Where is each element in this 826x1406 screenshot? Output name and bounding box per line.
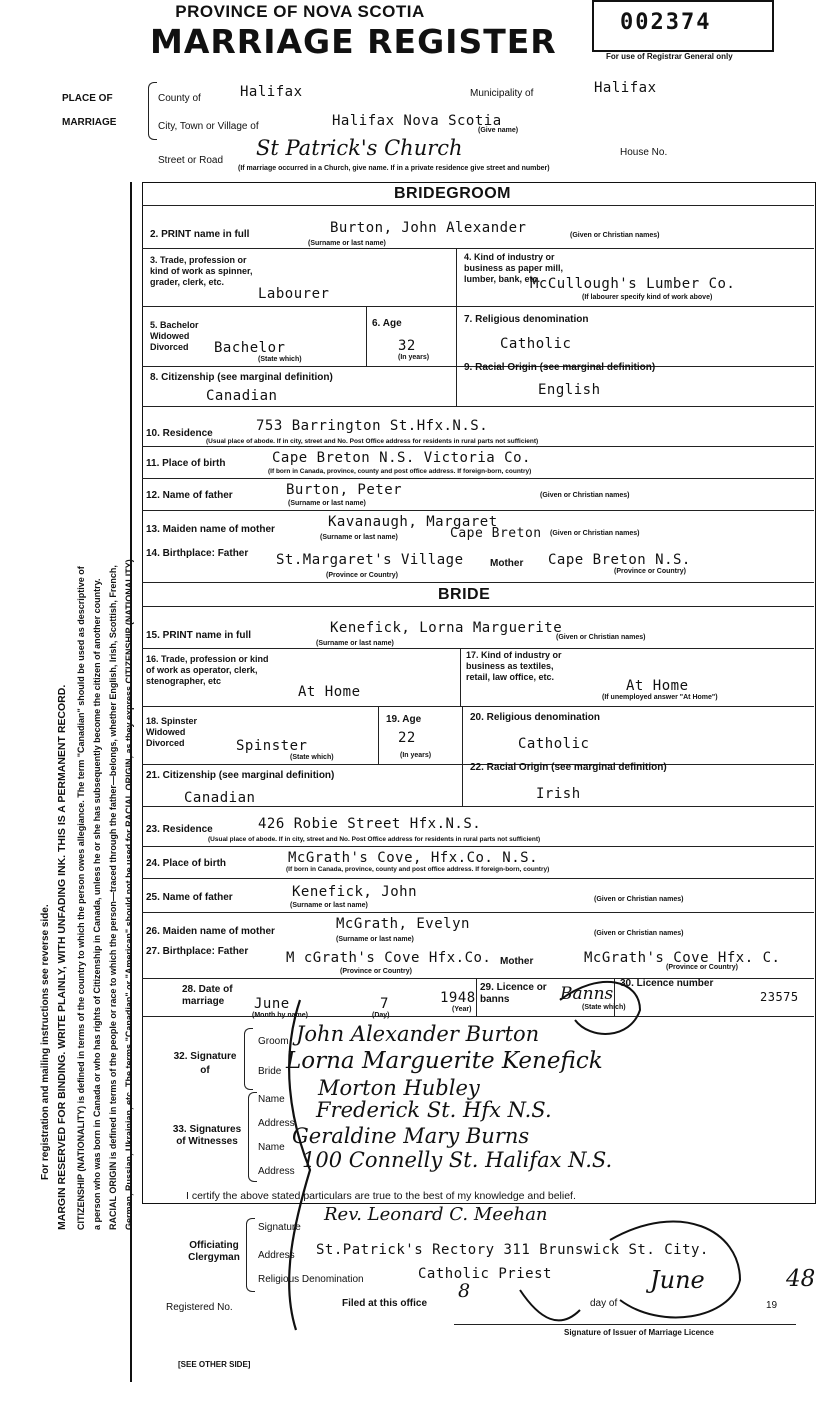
certify-text: I certify the above stated particulars are true to the best of my knowledge and belief.	[186, 1190, 576, 1202]
bride-f21-label: 21. Citizenship (see marginal definition)	[146, 770, 335, 781]
bride-father-sub2: (Given or Christian names)	[594, 896, 684, 903]
bride-father: Kenefick, John	[292, 884, 418, 900]
place-of-label: PLACE OF	[62, 93, 113, 104]
bride-trade: At Home	[298, 684, 361, 700]
groom-mother: Kavanaugh, Margaret	[328, 514, 498, 530]
bride-f26-label: 26. Maiden name of mother	[146, 926, 275, 937]
house-label: House No.	[620, 147, 668, 158]
groom-sig-label: Groom	[258, 1036, 289, 1047]
bride-age: 22	[398, 730, 416, 746]
groom-status: Bachelor	[214, 340, 286, 356]
witness1-address-label: Address	[258, 1118, 295, 1129]
clergy-label: Officiating Clergyman	[188, 1240, 240, 1263]
bride-f20-label: 20. Religious denomination	[470, 712, 601, 723]
groom-f10-label: 10. Residence	[146, 428, 213, 439]
day-of-label: day of	[590, 1298, 618, 1309]
denomination-value: Catholic Priest	[418, 1266, 552, 1282]
register-number: 002374	[620, 10, 712, 35]
bride-f15-label: 15. PRINT name in full	[146, 630, 252, 641]
witness2-name-label: Name	[258, 1142, 285, 1153]
bride-birthplace: McGrath's Cove, Hfx.Co. N.S.	[288, 850, 539, 866]
bride-mother-birthplace: McGrath's Cove Hfx. C.	[584, 950, 781, 966]
county-label: County of	[158, 93, 201, 104]
filed-label: Filed at this office	[342, 1298, 428, 1309]
marriage-day: 7	[380, 996, 389, 1012]
street-sub: (If marriage occurred in a Church, give name. If in a private residence give street and number)	[238, 165, 550, 172]
groom-father-birthplace: St.Margaret's Village	[276, 552, 464, 568]
registrar-note: For use of Registrar General only	[606, 52, 733, 61]
groom-industry-sub: (If labourer specify kind of work above)	[582, 294, 713, 301]
bride-f19-label: 19. Age	[386, 714, 422, 725]
groom-signature: John Alexander Burton	[296, 1022, 540, 1046]
page-title: MARRIAGE REGISTER	[150, 22, 557, 61]
witness2-name: Geraldine Mary Burns	[292, 1124, 530, 1148]
groom-mother-sub1: (Surname or last name)	[320, 534, 398, 541]
city-value: Halifax Nova Scotia	[332, 113, 502, 129]
licence-number: 23575	[760, 990, 799, 1004]
groom-f8-label: 8. Citizenship (see marginal definition)	[150, 372, 333, 383]
margin-line-1: For registration and mailing instructions see reverse side.	[40, 904, 51, 1180]
groom-f12-label: 12. Name of father	[146, 490, 233, 501]
groom-status-sub: (State which)	[258, 356, 302, 363]
bride-bp-sub2: (Province or Country)	[666, 964, 738, 971]
marriage-year: 1948	[440, 990, 476, 1006]
witness1-address: Frederick St. Hfx N.S.	[316, 1098, 552, 1122]
bride-industry: At Home	[626, 678, 689, 694]
groom-f5-label: 5. Bachelor Widowed Divorced	[150, 320, 199, 352]
f32-label: 32. Signature of	[173, 1051, 237, 1076]
bride-f23-label: 23. Residence	[146, 824, 213, 835]
date-sub-year: (Year)	[452, 1006, 472, 1013]
f33-label: 33. Signatures of Witnesses	[172, 1124, 242, 1147]
bride-sig-label: Bride	[258, 1066, 282, 1077]
witness2-address-label: Address	[258, 1166, 295, 1177]
groom-age: 32	[398, 338, 416, 354]
groom-bp-sub1: (Province or Country)	[326, 572, 398, 579]
f28-label: 28. Date of marriage	[182, 984, 233, 1007]
bride-status-sub: (State which)	[290, 754, 334, 761]
municipality-label: Municipality of	[470, 88, 534, 99]
groom-f14-label: 14. Birthplace: Father	[146, 548, 249, 559]
groom-f7-label: 7. Religious denomination	[464, 314, 589, 325]
groom-industry: McCullough's Lumber Co.	[530, 276, 736, 292]
street-value: St Patrick's Church	[256, 136, 463, 160]
date-sub-month: (Month by name)	[252, 1012, 308, 1019]
county-value: Halifax	[240, 84, 303, 100]
bride-f25-label: 25. Name of father	[146, 892, 233, 903]
groom-mother-birthplace: Cape Breton N.S.	[548, 552, 691, 568]
groom-f6-label: 6. Age	[372, 318, 402, 329]
groom-mother-sub2: (Given or Christian names)	[550, 530, 640, 537]
filed-year: 48	[786, 1266, 816, 1292]
bride-f27-label: 27. Birthplace: Father	[146, 946, 249, 957]
denomination-label: Religious Denomination	[258, 1274, 364, 1285]
filed-day: 8	[458, 1280, 471, 1302]
bride-residence: 426 Robie Street Hfx.N.S.	[258, 816, 482, 832]
bride-f16-label: 16. Trade, profession or kind of work as operator, clerk, stenographer, etc	[146, 654, 269, 686]
clergy-address: St.Patrick's Rectory 311 Brunswick St. City.	[316, 1242, 709, 1258]
year-prefix: 19	[766, 1300, 778, 1311]
bride-f17-label: 17. Kind of industry or business as textiles, retail, law office, etc.	[466, 650, 562, 682]
bride-f18-label: 18. Spinster Widowed Divorced	[146, 716, 198, 748]
city-sub: (Give name)	[478, 127, 519, 134]
bride-f24-label: 24. Place of birth	[146, 858, 227, 869]
bride-citizenship: Canadian	[184, 790, 256, 806]
bride-heading: BRIDE	[438, 586, 491, 603]
date-sub-day: (Day)	[372, 1012, 390, 1019]
groom-f2-label: 2. PRINT name in full	[150, 229, 250, 240]
groom-racial-origin: English	[538, 382, 601, 398]
margin-line-2: MARGIN RESERVED FOR BINDING. WRITE PLAINLY, WITH UNFADING INK. THIS IS A PERMANENT RECORD.	[56, 684, 68, 1230]
bride-mother-label: Mother	[500, 956, 534, 967]
groom-f4-label: 4. Kind of industry or business as paper mill, lumber, bank, etc.	[464, 252, 564, 284]
bride-status: Spinster	[236, 738, 308, 754]
marriage-month: June	[254, 996, 290, 1012]
bride-religion: Catholic	[518, 736, 590, 752]
groom-residence: 753 Barrington St.Hfx.N.S.	[256, 418, 489, 434]
clergy-signature: Rev. Leonard C. Meehan	[324, 1204, 548, 1225]
groom-father-sub1: (Surname or last name)	[288, 500, 366, 507]
groom-trade: Labourer	[258, 286, 330, 302]
bride-birthplace-sub: (If born in Canada, province, county and post office address. If foreign-born, country)	[286, 866, 550, 873]
bride-name-sub1: (Surname or last name)	[316, 640, 394, 647]
groom-f13-label: 13. Maiden name of mother	[146, 524, 275, 535]
bride-father-sub1: (Surname or last name)	[290, 902, 368, 909]
street-label: Street or Road	[158, 155, 224, 166]
clergy-address-label: Address	[258, 1250, 295, 1261]
registered-no-label: Registered No.	[166, 1302, 233, 1313]
bride-name: Kenefick, Lorna Marguerite	[330, 620, 563, 636]
margin-line-4: a person who was born in Canada or who has rights of Citizenship in Canada, unless he or she has subsequently become the citizen of another country.	[92, 578, 102, 1230]
licence-or-banns: Banns	[560, 984, 614, 1004]
f30-label: 30. Licence number	[620, 978, 714, 989]
bride-signature: Lorna Marguerite Kenefick	[286, 1048, 603, 1074]
groom-birthplace: Cape Breton N.S. Victoria Co.	[272, 450, 531, 466]
filed-month: June	[650, 1266, 705, 1294]
bride-father-birthplace: M cGrath's Cove Hfx.Co.	[286, 950, 492, 966]
f29-sub: (State which)	[582, 1004, 626, 1011]
bride-bp-sub1: (Province or Country)	[340, 968, 412, 975]
bride-racial-origin: Irish	[536, 786, 581, 802]
groom-religion: Catholic	[500, 336, 572, 352]
margin-line-5: RACIAL ORIGIN is defined in terms of the people or race to which the person—traced through the father—belongs, whether English, Irish, Scottish, French,	[108, 565, 118, 1230]
bride-mother: McGrath, Evelyn	[336, 916, 470, 932]
groom-name-sub1: (Surname or last name)	[308, 240, 386, 247]
groom-birthplace-sub: (If born in Canada, province, county and post office address. If foreign-born, country)	[268, 468, 532, 475]
witness1-name: Morton Hubley	[318, 1076, 480, 1100]
groom-name-sub2: (Given or Christian names)	[570, 232, 660, 239]
groom-father: Burton, Peter	[286, 482, 403, 498]
bride-industry-sub: (If unemployed answer "At Home")	[602, 694, 718, 701]
bride-f22-label: 22. Racial Origin (see marginal definition)	[470, 762, 667, 773]
bridegroom-heading: BRIDEGROOM	[394, 185, 511, 202]
marriage-label: MARRIAGE	[62, 117, 117, 128]
groom-residence-sub: (Usual place of abode. If in city, street and No. Post Office address for residents in rural parts not sufficient)	[206, 438, 539, 445]
groom-f3-label: 3. Trade, profession or kind of work as spinner, grader, clerk, etc.	[150, 255, 253, 287]
bride-name-sub2: (Given or Christian names)	[556, 634, 646, 641]
city-label: City, Town or Village of	[158, 121, 259, 132]
witness1-name-label: Name	[258, 1094, 285, 1105]
groom-citizenship: Canadian	[206, 388, 278, 404]
see-other-side: [SEE OTHER SIDE]	[178, 1360, 251, 1369]
groom-mother-extra: Cape Breton	[450, 526, 542, 541]
bride-mother-sub2: (Given or Christian names)	[594, 930, 684, 937]
margin-line-3: CITIZENSHIP (NATIONALITY) is defined in terms of the country to which the person owes allegiance. The term "Canadian" should be used as descriptive of	[76, 566, 86, 1230]
groom-name: Burton, John Alexander	[330, 220, 527, 236]
bride-residence-sub: (Usual place of abode. If in city, street and No. Post Office address for residents in rural parts not sufficient)	[208, 836, 541, 843]
bride-age-sub: (In years)	[400, 752, 432, 759]
issuer-sub: Signature of Issuer of Marriage Licence	[564, 1328, 714, 1337]
province-title: PROVINCE OF NOVA SCOTIA	[175, 2, 425, 21]
groom-f11-label: 11. Place of birth	[146, 458, 226, 469]
margin-line-6: German, Russian, Ukrainian, etc. The terms "Canadian" or "American" should not be used for RACIAL ORIGIN, as they express CITIZENSHIP (NATIONALITY).	[124, 556, 134, 1230]
witness2-address: 100 Connelly St. Halifax N.S.	[302, 1148, 613, 1172]
bride-mother-sub1: (Surname or last name)	[336, 936, 414, 943]
municipality-value: Halifax	[594, 80, 657, 96]
groom-f9-label: 9. Racial Origin (see marginal definition)	[464, 362, 656, 373]
clergy-signature-label: Signature	[258, 1222, 301, 1233]
groom-mother-label: Mother	[490, 558, 524, 569]
groom-father-sub2: (Given or Christian names)	[540, 492, 630, 499]
groom-bp-sub2: (Province or Country)	[614, 568, 686, 575]
f29-label: 29. Licence or banns	[480, 982, 547, 1005]
groom-age-sub: (In years)	[398, 354, 430, 361]
